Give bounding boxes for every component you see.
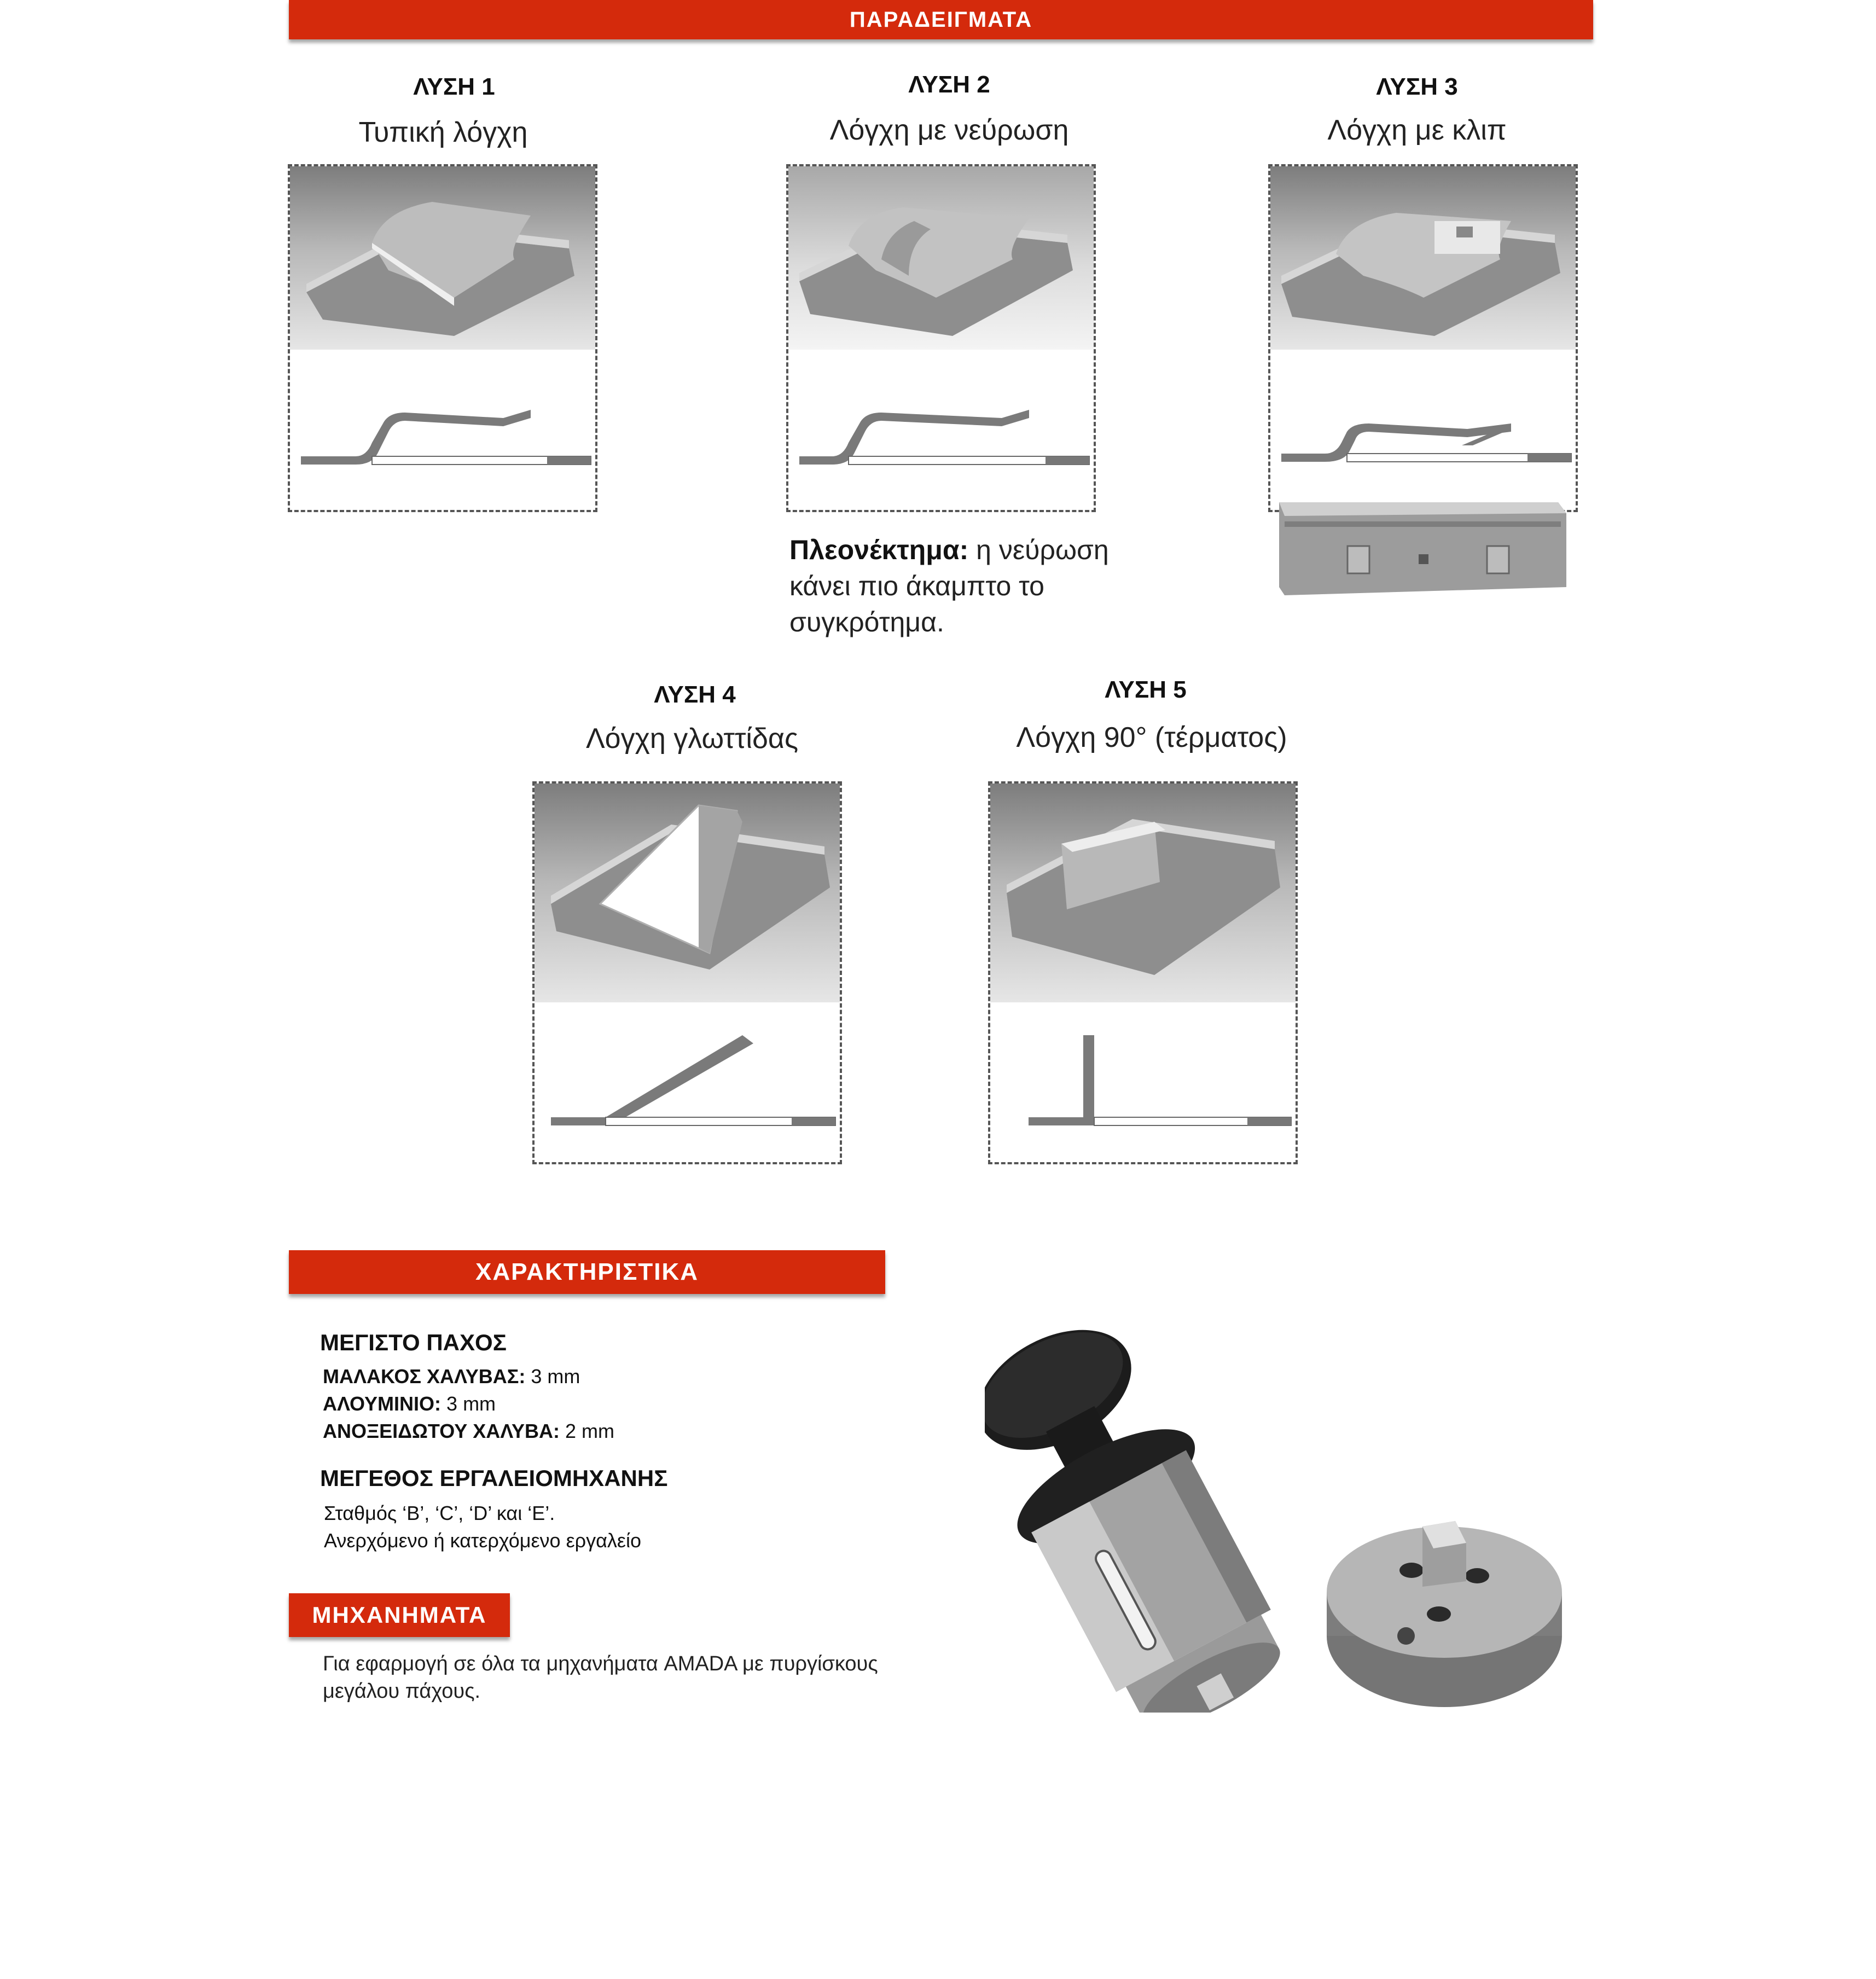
solution-1-card [288,164,597,512]
machines-text-2: μεγάλου πάχους. [323,1680,481,1703]
solution-1-part [306,202,574,336]
advantage-text-1: η νεύρωση [968,535,1109,565]
solution-4-card [532,781,842,1164]
solution-4-drawing [535,784,840,1162]
advantage-note [789,532,1129,640]
die-body [1327,1521,1562,1707]
features-title: ΧΑΡΑΚΤΗΡΙΣΤΙΚΑ [475,1258,699,1285]
solution-2-card [786,164,1096,512]
advantage-label: Πλεονέκτημα: [789,535,969,565]
solution-1-profile [301,410,591,465]
max-thickness-heading: ΜΕΓΙΣΤΟ ΠΑΧΟΣ [320,1330,507,1355]
solution-4-part [551,805,830,970]
machines-banner [289,1593,510,1637]
solution-1-label: ΛΥΣΗ 1 [413,73,495,100]
solution-3-card [1268,164,1578,512]
solution-4-profile [551,1035,835,1125]
solution-3-drawing [1270,166,1576,510]
features-banner [289,1250,885,1294]
punch-body [985,1298,1310,1713]
aluminium-label: ΑΛΟΥΜΙΝΙΟ: [323,1392,442,1415]
solution-2-part [799,207,1073,336]
solution-3-label: ΛΥΣΗ 3 [1376,73,1458,100]
advantage-text-3: συγκρότημα. [789,607,944,637]
solution-3-name: Λόγχη με κλιπ [1327,114,1507,146]
aluminium-value: 3 mm [441,1392,496,1415]
solution-5-drawing [990,784,1296,1162]
mild-steel-label: ΜΑΛΑΚΟΣ ΧΑΛΥΒΑΣ: [323,1365,526,1388]
machines-text-1: Για εφαρμογή σε όλα τα μηχανήματα AMADA με πυργίσκους [323,1652,878,1675]
solution-1-drawing [290,166,595,510]
aluminium-row [323,1392,496,1415]
tool-size-stations: Σταθμός ‘B’, ‘C’, ‘D’ και ‘E’. [324,1502,555,1524]
stainless-label: ΑΝΟΞΕΙΔΩΤΟΥ ΧΑΛΥΒΑ: [323,1420,560,1442]
solution-2-profile [799,410,1089,465]
mild-steel-row [323,1365,580,1388]
solution-5-label: ΛΥΣΗ 5 [1105,676,1187,703]
examples-title: ΠΑΡΑΔΕΙΓΜΑΤΑ [849,7,1033,32]
solution-3-profile [1281,423,1571,462]
solution-2-drawing [788,166,1094,510]
solution-5-profile [1029,1035,1291,1125]
stainless-row [323,1420,614,1443]
solution-2-label: ΛΥΣΗ 2 [908,71,990,98]
solution-5-name: Λόγχη 90° (τέρματος) [1016,722,1287,753]
tool-size-direction: Ανερχόμενο ή κατερχόμενο εργαλείο [324,1529,641,1552]
stainless-value: 2 mm [560,1420,615,1442]
lance-tool-photo [985,1286,1565,1713]
tool-size-heading: ΜΕΓΕΘΟΣ ΕΡΓΑΛΕΙΟΜΗΧΑΝΗΣ [320,1465,668,1491]
solution-5-card [988,781,1298,1164]
solution-4-label: ΛΥΣΗ 4 [654,681,736,708]
machines-title: ΜΗΧΑΝΗΜΑΤΑ [312,1602,487,1628]
solution-4-name: Λόγχη γλωττίδας [585,723,799,755]
examples-banner [289,0,1593,39]
solution-5-part [1007,819,1280,975]
clip-assembly-photo [1274,491,1569,601]
solution-3-part [1281,213,1560,336]
solution-2-name: Λόγχη με νεύρωση [829,114,1069,146]
solution-1-name: Τυπική λόγχη [358,117,528,148]
advantage-text-2: κάνει πιο άκαμπτο το [789,571,1044,601]
mild-steel-value: 3 mm [525,1365,580,1388]
